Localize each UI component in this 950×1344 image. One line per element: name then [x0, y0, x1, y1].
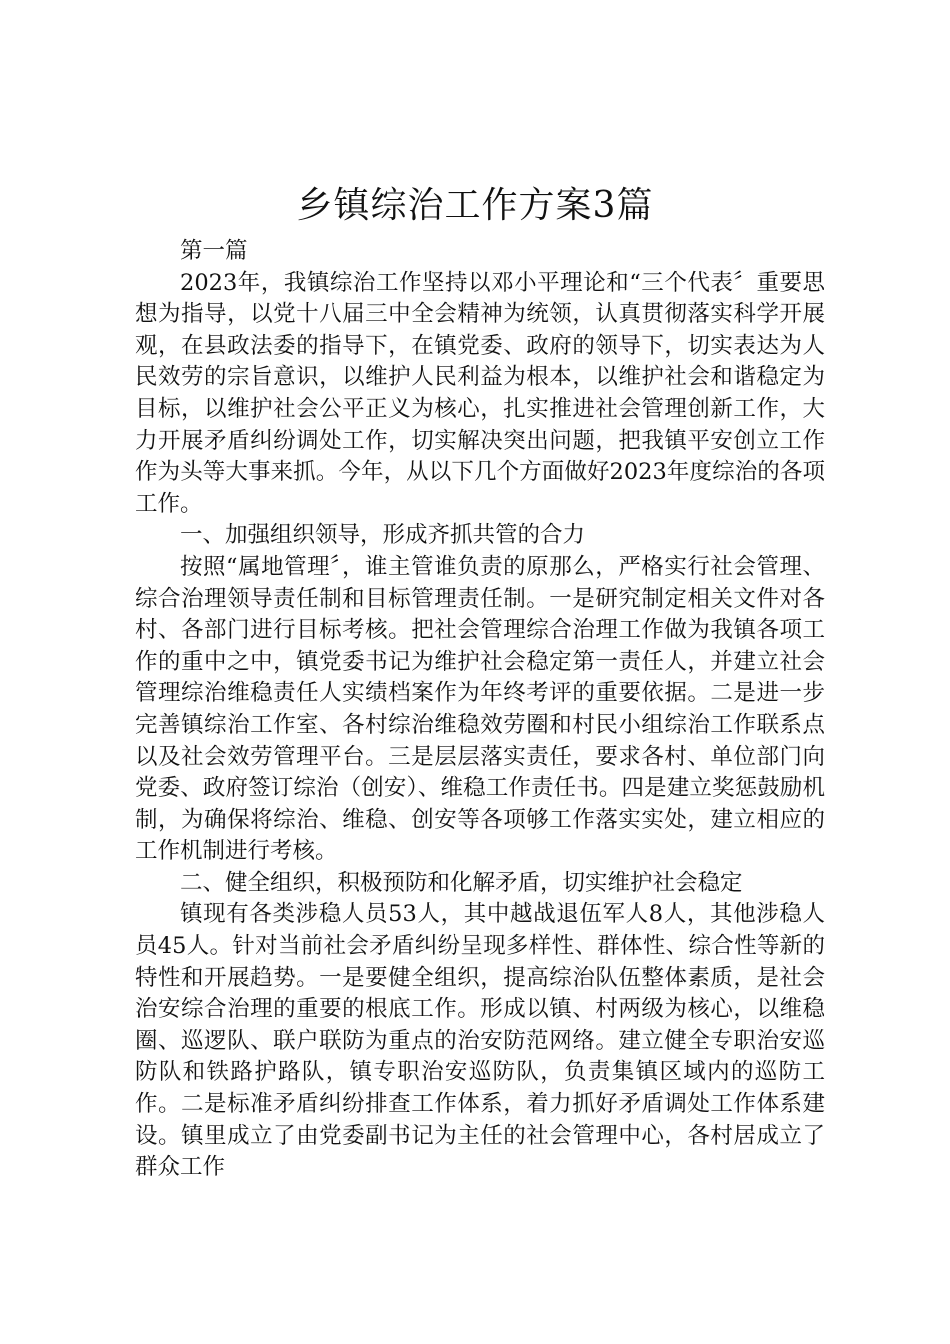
section-heading: 二、健全组织，积极预防和化解矛盾，切实维护社会稳定: [180, 869, 743, 896]
body-paragraph: 按照“属地管理〞，谁主管谁负责的原那么，严格实行社会管理、综合治理领导责任制和目标管理责任制。一是研究制定相关文件对各村、各部门进行目标考核。把社会管理综合治理工作做为我镇各项工作的重中之中，镇党委书记为维护社会稳定第一责任人，并建立社会管理综治维稳责任人实绩档案作为年终考评的重要依据。二是进一步完善镇综治工作室、各村综治维稳效劳圈和村民小组综治工作联系点以及社会效劳管理平台。三是层层落实责任，要求各村、单位部门向党委、政府签订综治（创安）、维稳工作责任书。四是建立奖惩鼓励机制，为确保将综治、维稳、创安等各项够工作落实实处，建立相应的工作机制进行考核。: [135, 553, 825, 865]
section-heading: 一、加强组织领导，形成齐抓共管的合力: [180, 522, 586, 549]
body-paragraph: 2023年，我镇综治工作坚持以邓小平理论和“三个代表〞重要思想为指导，以党十八届三中全会精神为统领，认真贯彻落实科学开展观，在县政法委的指导下，在镇党委、政府的领导下，切实表达为人民效劳的宗旨意识，以维护人民利益为根本，以维护社会和谐稳定为目标，以维护社会公平正义为核心，扎实推进社会管理创新工作，大力开展矛盾纠纷调处工作，切实解决突出问题，把我镇平安创立工作作为头等大事来抓。今年，从以下几个方面做好2023年度综治的各项工作。: [135, 269, 825, 517]
document-body: [135, 236, 825, 1184]
document-title: 乡镇综治工作方案3篇: [296, 185, 654, 226]
body-paragraph: 镇现有各类涉稳人员53人，其中越战退伍军人8人，其他涉稳人员45人。针对当前社会矛盾纠纷呈现多样性、群体性、综合性等新的特性和开展趋势。一是要健全组织，提高综治队伍整体素质，是社会治安综合治理的重要的根底工作。形成以镇、村两级为核心，以维稳圈、巡逻队、联户联防为重点的治安防范网络。建立健全专职治安巡防队和铁路护路队，镇专职治安巡防队，负责集镇区域内的巡防工作。二是标准矛盾纠纷排查工作体系，着力抓好矛盾调处工作体系建设。镇里成立了由党委副书记为主任的社会管理中心，各村居成立了群众工作: [135, 901, 825, 1181]
section-heading-part-one: 第一篇: [180, 238, 248, 264]
